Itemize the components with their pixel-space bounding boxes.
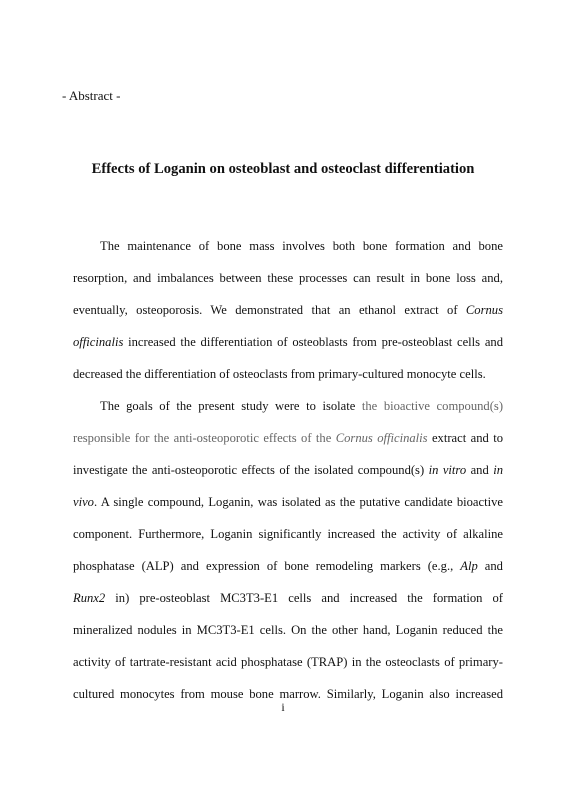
paragraph-1-line-1: The maintenance of bone mass involves both bone formation and bone (100, 239, 503, 253)
paragraph-2-line-8: mineralized nodules in MC3T3-E1 cells. On the other hand, Loganin reduced the (73, 623, 503, 637)
paragraph-1-line-5: decreased the differentiation of osteoclasts from primary-cultured monocyte cells. (73, 367, 486, 381)
abstract-label: - Abstract - (62, 88, 121, 103)
paragraph-2-line-1: The goals of the present study were to isolate the bioactive compound(s) (100, 399, 504, 413)
paragraph-2-line-5: component. Furthermore, Loganin significantly increased the activity of alkaline (73, 527, 503, 541)
paragraph-2-line-4: vivo. A single compound, Loganin, was isolated as the putative candidate bioactive (73, 495, 503, 509)
paragraph-2-line-2: responsible for the anti-osteoporotic effects of the Cornus officinalis extract and to (73, 431, 503, 445)
paragraph-2-line-7: Runx2 in) pre-osteoblast MC3T3-E1 cells and increased the formation of (73, 591, 504, 605)
paragraph-1-line-3: eventually, osteoporosis. We demonstrated that an ethanol extract of Cornus (73, 303, 503, 317)
paper-title: Effects of Loganin on osteoblast and osteoclast differentiation (91, 161, 475, 177)
page-number: i (281, 700, 285, 714)
paragraph-2-line-3: investigate the anti-osteoporotic effects of the isolated compound(s) in vitro and in (73, 463, 504, 477)
paragraph-1-line-2: resorption, and imbalances between these processes can result in bone loss and, (73, 271, 503, 285)
paragraph-1-line-4: officinalis increased the differentiation of osteoblasts from pre-osteoblast cells and (73, 335, 503, 349)
paragraph-2-line-9: activity of tartrate-resistant acid phosphatase (TRAP) in the osteoclasts of primary- (73, 655, 503, 669)
paragraph-2-line-10: cultured monocytes from mouse bone marrow. Similarly, Loganin also increased (73, 687, 503, 701)
paragraph-2-line-6: phosphatase (ALP) and expression of bone remodeling markers (e.g., Alp and (73, 559, 503, 573)
